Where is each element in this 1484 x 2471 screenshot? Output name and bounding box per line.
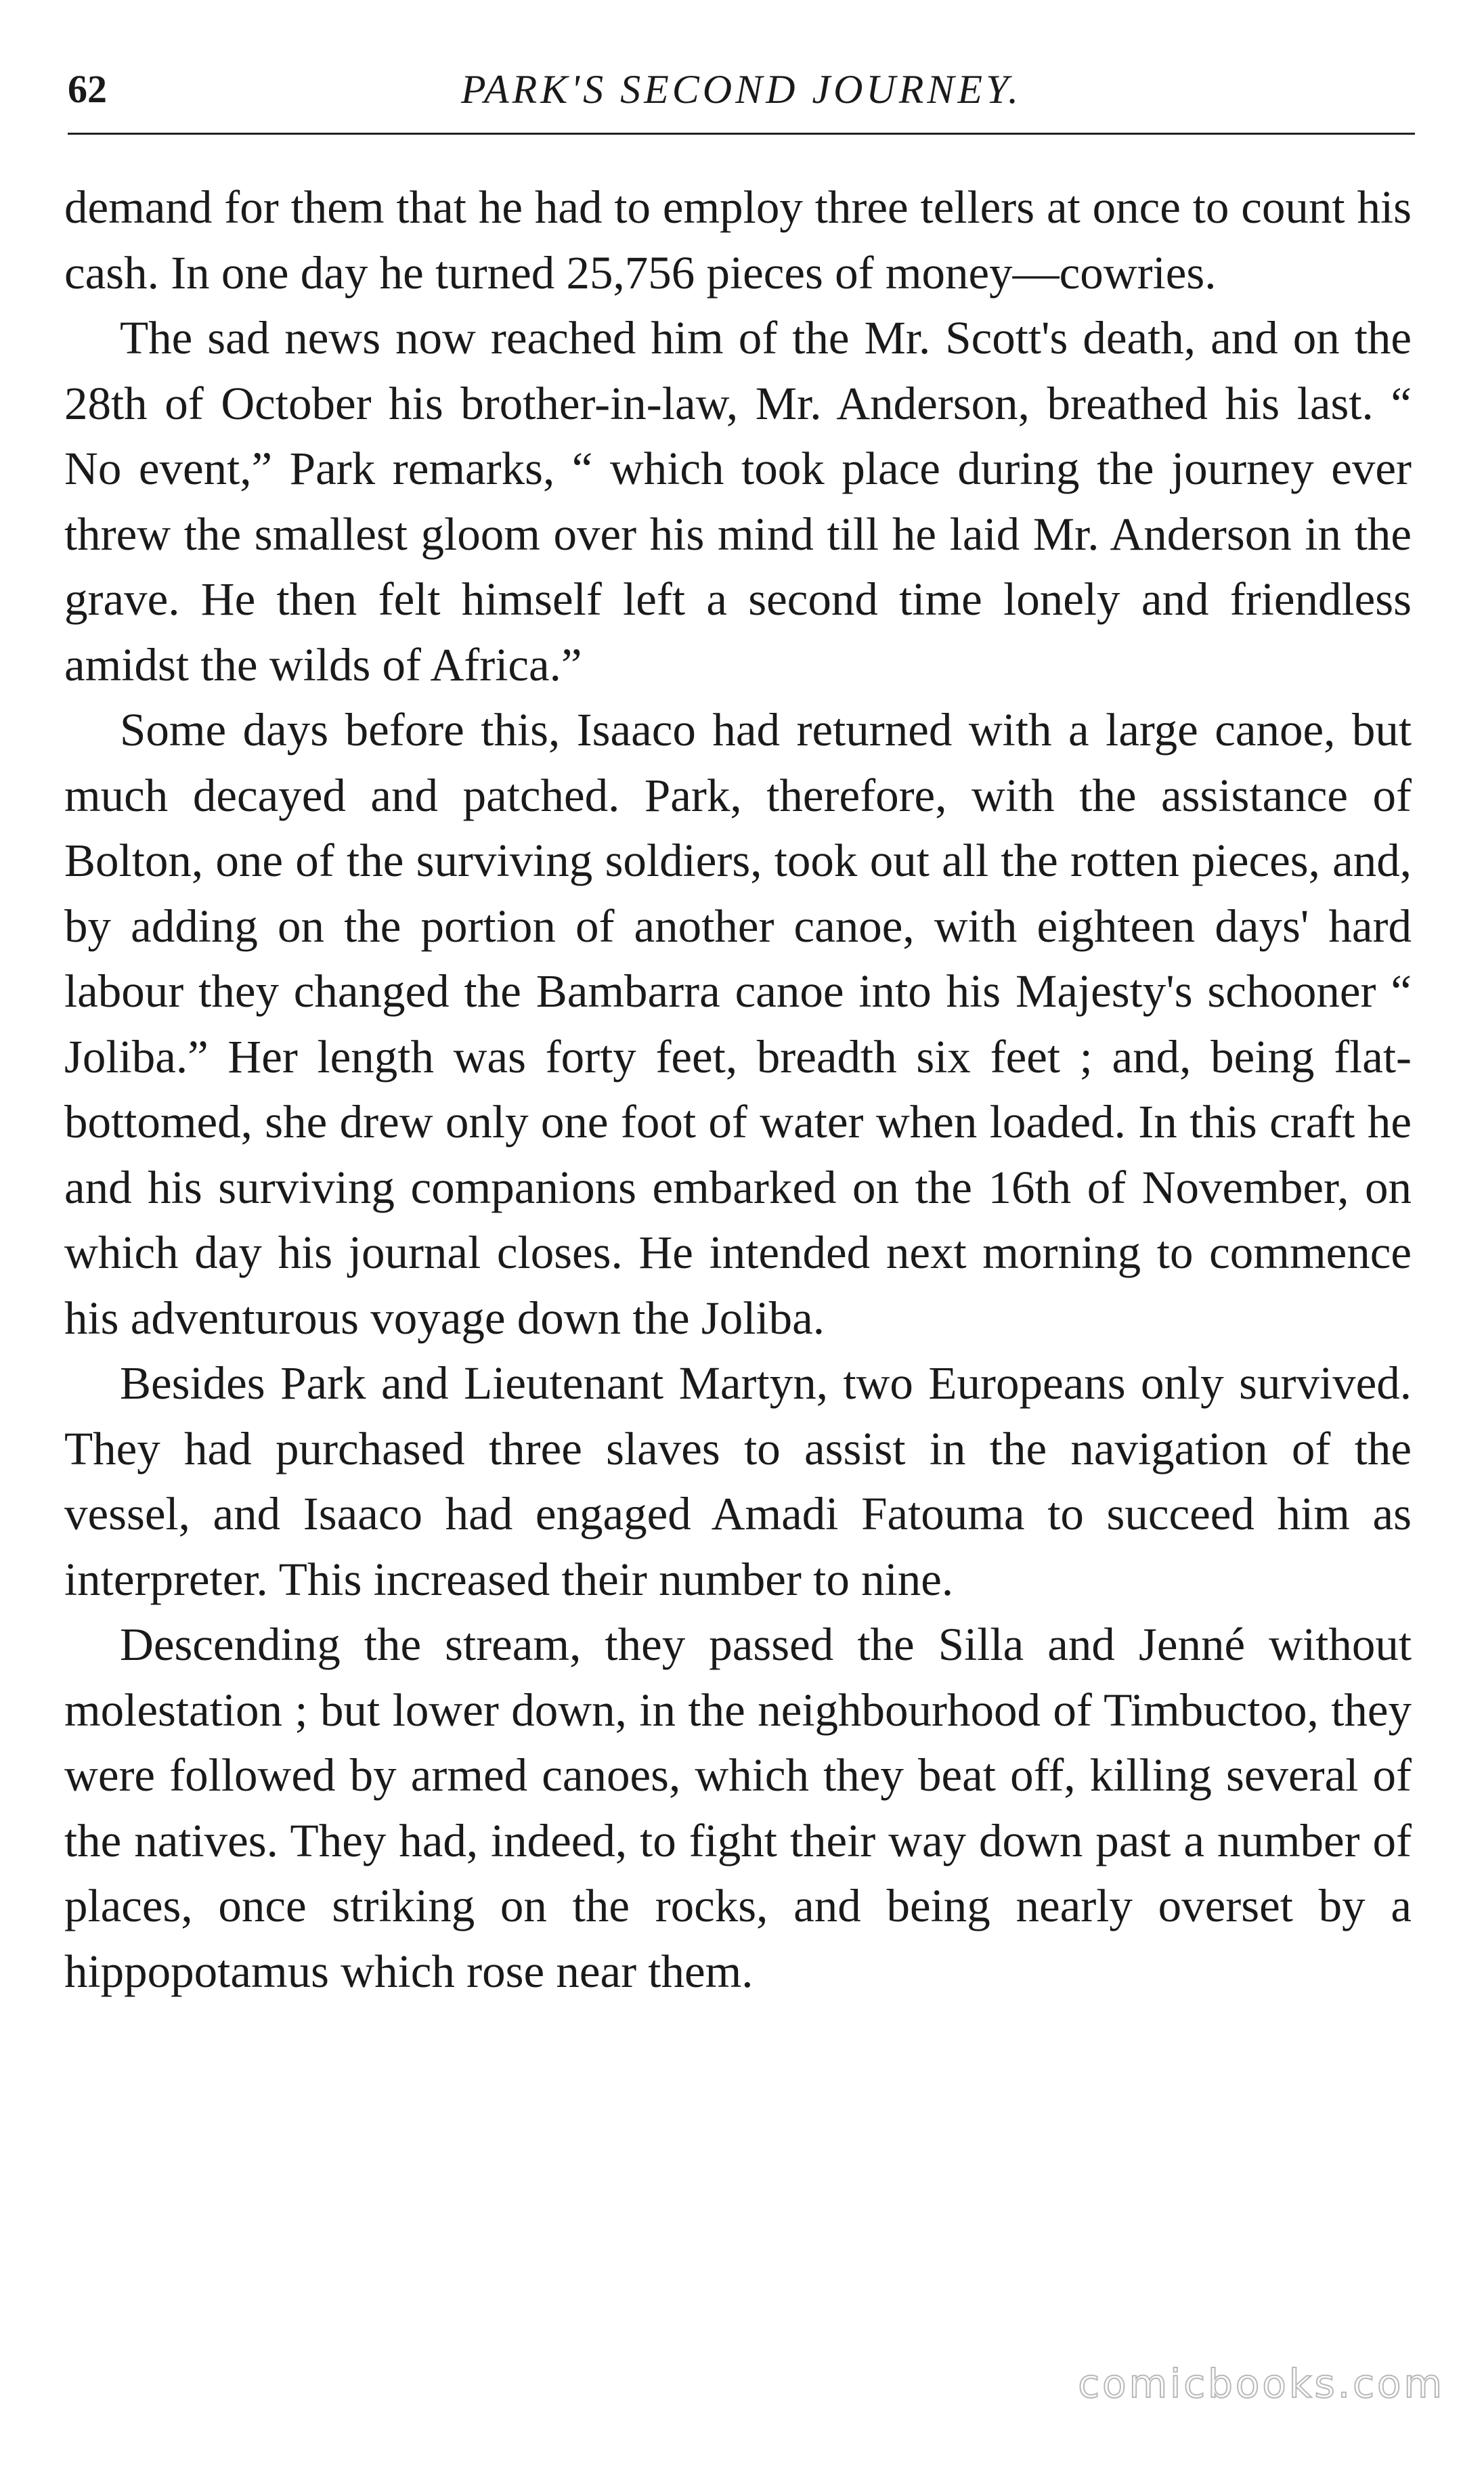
paragraph: Besides Park and Lieutenant Martyn, two Europeans only survived. They had purchased three slaves to assist in the navigation of the vessel, and Isaaco had engaged Amadi Fatouma to succeed him as interpreter. This increased their number to nine. xyxy=(64,1357,1412,1605)
paragraph-continued: demand for them that he had to employ three tellers at once to count his cash. In one day he turned 25,756 pieces of money—cowries. xyxy=(64,181,1412,299)
paragraph: Descending the stream, they passed the Silla and Jenné without molestation ; but lower down, in the neighbourhood of Timbuctoo, they were followed by armed canoes, which they beat off, killing several of the natives. They had, indeed, to fight their way down past a number of places, once striking on the rocks, and being nearly overset by a hippopotamus which rose near them. xyxy=(64,1619,1412,1997)
page-number: 62 xyxy=(68,67,107,111)
paragraph: Some days before this, Isaaco had returned with a large canoe, but much decayed and patched. Park, therefore, with the assistance of Bolton, one of the surviving soldiers, took out all the rotten pieces, and, by adding on the portion of another canoe, with eighteen days' hard labour they changed the Bambarra canoe into his Majesty's schooner “ Joliba.” Her length was forty feet, breadth six feet ; and, being flat-bottomed, she drew only one foot of water when loaded. In this craft he and his surviving companions embarked on the 16th of November, on which day his journal closes. He intended next morning to commence his adventurous voyage down the Joliba. xyxy=(64,704,1412,1344)
watermark: comicbooks.com xyxy=(1078,2361,1445,2407)
paragraph: The sad news now reached him of the Mr. Scott's death, and on the 28th of October his brother-in-law, Mr. Anderson, breathed his last. “ No event,” Park remarks, “ which took place during the journey ever threw the smallest gloom over his mind till he laid Mr. Anderson in the grave. He then felt himself left a second time lonely and friendless amidst the wilds of Africa.” xyxy=(64,312,1412,691)
page-header xyxy=(68,62,1415,116)
body-text xyxy=(64,175,1412,2004)
running-title: PARK'S SECOND JOURNEY. xyxy=(461,67,1022,112)
header-rule xyxy=(68,133,1415,135)
